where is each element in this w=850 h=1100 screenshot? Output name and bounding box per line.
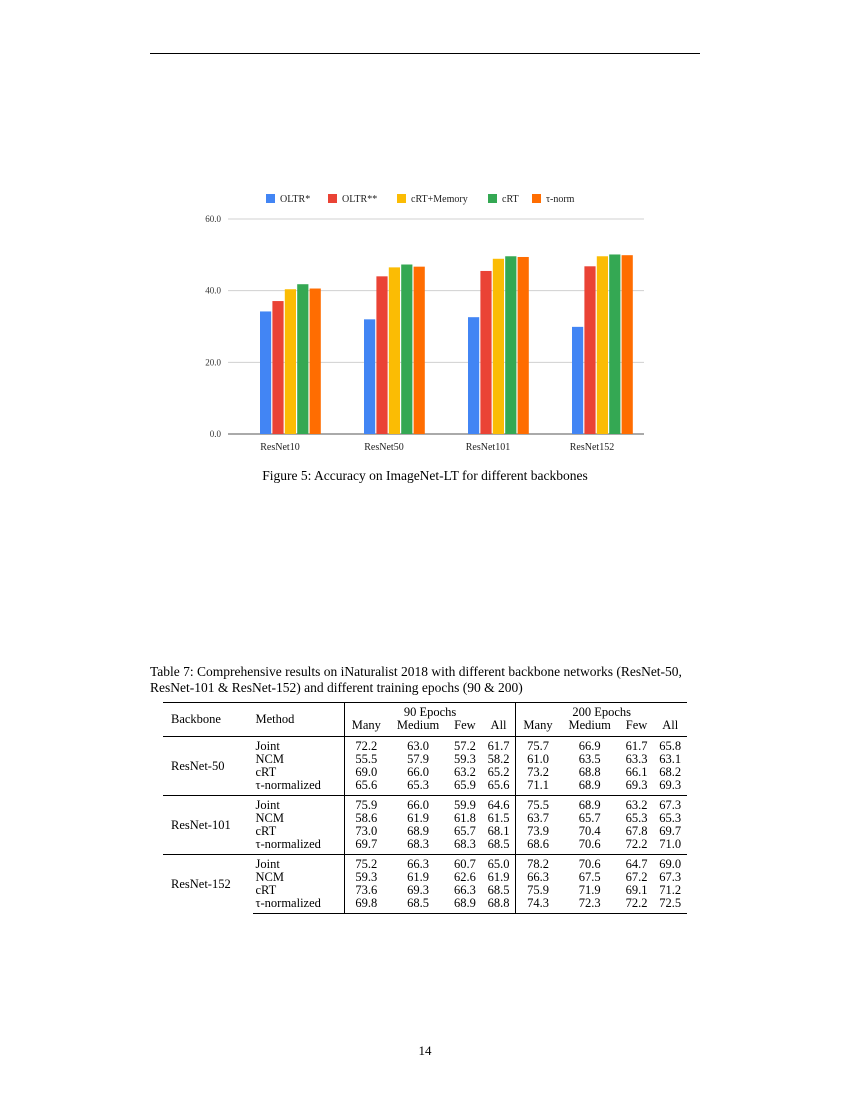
- value-cell: 69.0: [344, 766, 388, 779]
- legend-label: cRT: [502, 194, 519, 205]
- table-row: [163, 855, 687, 872]
- value-cell: 73.2: [516, 766, 560, 779]
- value-cell: 71.1: [516, 779, 560, 796]
- value-cell: 70.6: [578, 837, 601, 851]
- bar-resnet101-4: [518, 257, 529, 434]
- value-cell: 65.7: [578, 811, 601, 825]
- value-cell: 57.2: [448, 737, 482, 754]
- value-cell: 70.4: [578, 824, 601, 838]
- backbone-cell: ResNet-50: [163, 737, 253, 796]
- header-backbone: Backbone: [163, 703, 253, 737]
- x-tick-label: ResNet10: [260, 442, 300, 453]
- value-cell: 66.0: [407, 765, 429, 779]
- header-90-epochs: 90 Epochs: [344, 703, 516, 720]
- value-cell: 64.7: [620, 855, 654, 872]
- bar-resnet101-2: [493, 259, 504, 434]
- subheader-many: Many: [516, 719, 560, 737]
- value-cell: 61.7: [482, 737, 516, 754]
- legend-label: cRT+Memory: [411, 194, 468, 205]
- value-cell: 70.6: [560, 855, 620, 872]
- value-cell: 75.9: [344, 796, 388, 813]
- method-cell: Joint: [253, 796, 344, 813]
- value-cell: 75.7: [516, 737, 560, 754]
- method-cell: NCM: [255, 870, 284, 884]
- value-cell: 63.3: [625, 752, 648, 766]
- subheader-medium: Medium: [396, 718, 440, 732]
- legend-swatch: [488, 194, 497, 203]
- value-cell: 63.0: [388, 737, 448, 754]
- bar-chart: [0, 0, 850, 470]
- x-tick-label: ResNet101: [465, 442, 511, 453]
- value-cell: 68.9: [407, 824, 429, 838]
- value-cell: 72.5: [653, 897, 687, 914]
- page-number: 14: [418, 1043, 432, 1058]
- value-cell: 66.9: [560, 737, 620, 754]
- value-cell: 58.2: [487, 752, 510, 766]
- method-cell: τ-normalized: [255, 778, 321, 792]
- value-cell: 66.3: [388, 855, 448, 872]
- value-cell: 71.0: [659, 837, 682, 851]
- value-cell: 61.9: [407, 870, 429, 884]
- method-cell: cRT: [255, 765, 277, 779]
- table-caption: Table 7: Comprehensive results on iNaturalist 2018 with different backbone networks (ResNet-50, ResNet-101 & ResNet-152) and different training epochs (90 & 200): [150, 664, 682, 695]
- subheader-all: All: [662, 718, 679, 732]
- value-cell: 66.3: [453, 883, 476, 897]
- value-cell: 69.0: [653, 855, 687, 872]
- value-cell: 61.5: [487, 811, 510, 825]
- bar-resnet10-1: [272, 301, 283, 434]
- backbone-cell: ResNet-101: [163, 796, 253, 855]
- value-cell: 67.2: [625, 870, 648, 884]
- value-cell: 65.7: [453, 824, 476, 838]
- value-cell: 63.7: [516, 812, 560, 825]
- subheader-medium: Medium: [568, 718, 611, 732]
- x-tick-label: ResNet50: [364, 442, 404, 453]
- value-cell: 65.3: [407, 778, 429, 792]
- value-cell: 67.8: [625, 824, 648, 838]
- value-cell: 68.1: [487, 824, 510, 838]
- value-cell: 69.1: [625, 883, 648, 897]
- bar-resnet152-1: [584, 266, 595, 434]
- value-cell: 65.2: [487, 765, 510, 779]
- bar-resnet101-3: [505, 256, 516, 434]
- value-cell: 65.3: [625, 811, 648, 825]
- table-row: [163, 796, 687, 813]
- value-cell: 69.3: [407, 883, 429, 897]
- method-cell: NCM: [255, 752, 284, 766]
- value-cell: 64.6: [482, 796, 516, 813]
- bar-resnet50-1: [376, 276, 387, 434]
- x-tick-label: ResNet152: [569, 442, 615, 453]
- value-cell: 65.8: [653, 737, 687, 754]
- y-tick-label: 40.0: [205, 285, 221, 296]
- value-cell: 72.2: [344, 737, 388, 754]
- value-cell: 65.6: [487, 778, 510, 792]
- results-table: [163, 702, 687, 914]
- value-cell: 71.2: [659, 883, 682, 897]
- value-cell: 57.9: [407, 752, 429, 766]
- value-cell: 61.8: [453, 811, 476, 825]
- value-cell: 67.5: [578, 870, 601, 884]
- value-cell: 68.8: [578, 765, 601, 779]
- value-cell: 58.6: [344, 812, 388, 825]
- bar-resnet152-3: [609, 254, 620, 434]
- value-cell: 61.0: [516, 753, 560, 766]
- value-cell: 61.7: [620, 737, 654, 754]
- value-cell: 69.7: [659, 824, 682, 838]
- results-table-wrapper: [163, 702, 687, 914]
- value-cell: 60.7: [448, 855, 482, 872]
- bar-resnet101-1: [480, 271, 491, 434]
- legend-label: OLTR**: [342, 194, 378, 205]
- method-cell: Joint: [253, 855, 344, 872]
- bar-resnet50-2: [389, 267, 400, 434]
- value-cell: 68.9: [560, 796, 620, 813]
- value-cell: 68.5: [388, 897, 448, 914]
- backbone-cell: ResNet-152: [163, 855, 253, 914]
- value-cell: 63.2: [620, 796, 654, 813]
- header-method: Method: [253, 703, 344, 737]
- value-cell: 68.5: [487, 883, 510, 897]
- bar-resnet101-0: [468, 317, 479, 434]
- value-cell: 72.2: [625, 837, 648, 851]
- legend-swatch: [328, 194, 337, 203]
- figure-caption: Figure 5: Accuracy on ImageNet-LT for different backbones: [262, 468, 588, 483]
- legend-label: τ-norm: [546, 194, 575, 205]
- value-cell: 68.6: [516, 838, 560, 855]
- value-cell: 69.3: [625, 778, 648, 792]
- bar-resnet10-4: [310, 289, 321, 434]
- value-cell: 78.2: [516, 855, 560, 872]
- value-cell: 67.3: [659, 870, 682, 884]
- value-cell: 75.9: [516, 884, 560, 897]
- value-cell: 61.9: [487, 870, 510, 884]
- value-cell: 73.6: [344, 884, 388, 897]
- bar-resnet152-4: [622, 255, 633, 434]
- value-cell: 62.6: [453, 870, 476, 884]
- value-cell: 68.5: [487, 837, 510, 851]
- value-cell: 69.3: [659, 778, 682, 792]
- legend-swatch: [397, 194, 406, 203]
- bar-resnet10-0: [260, 311, 271, 434]
- value-cell: 72.3: [560, 897, 620, 914]
- value-cell: 66.3: [516, 871, 560, 884]
- value-cell: 72.2: [620, 897, 654, 914]
- value-cell: 68.2: [659, 765, 682, 779]
- value-cell: 69.7: [344, 838, 388, 855]
- value-cell: 73.9: [516, 825, 560, 838]
- legend-swatch: [266, 194, 275, 203]
- subheader-all: All: [490, 718, 507, 732]
- value-cell: 63.2: [453, 765, 476, 779]
- value-cell: 59.3: [344, 871, 388, 884]
- table-header-row: [163, 703, 687, 720]
- value-cell: 66.1: [625, 765, 648, 779]
- subheader-few: Few: [454, 718, 476, 732]
- value-cell: 68.9: [448, 897, 482, 914]
- value-cell: 74.3: [516, 897, 560, 914]
- value-cell: 69.8: [344, 897, 388, 914]
- value-cell: 68.3: [407, 837, 429, 851]
- table-row: [163, 737, 687, 754]
- value-cell: 65.6: [344, 779, 388, 796]
- legend-swatch: [532, 194, 541, 203]
- legend-label: OLTR*: [280, 194, 311, 205]
- value-cell: 66.0: [388, 796, 448, 813]
- value-cell: 65.9: [453, 778, 476, 792]
- value-cell: 59.9: [448, 796, 482, 813]
- bar-resnet152-0: [572, 327, 583, 434]
- bar-resnet10-3: [297, 284, 308, 434]
- method-cell: τ-normalized: [253, 897, 344, 914]
- bar-resnet50-0: [364, 319, 375, 434]
- value-cell: 65.0: [482, 855, 516, 872]
- value-cell: 68.8: [482, 897, 516, 914]
- value-cell: 75.5: [516, 796, 560, 813]
- y-tick-label: 0.0: [209, 429, 221, 439]
- value-cell: 75.2: [344, 855, 388, 872]
- method-cell: cRT: [255, 883, 277, 897]
- value-cell: 55.5: [344, 753, 388, 766]
- value-cell: 61.9: [407, 811, 429, 825]
- subheader-few: Few: [625, 718, 648, 732]
- value-cell: 63.5: [578, 752, 601, 766]
- bar-resnet10-2: [285, 289, 296, 434]
- bar-resnet50-3: [401, 265, 412, 434]
- value-cell: 68.9: [578, 778, 601, 792]
- value-cell: 71.9: [578, 883, 601, 897]
- bar-resnet152-2: [597, 256, 608, 434]
- value-cell: 65.3: [659, 811, 682, 825]
- y-tick-label: 20.0: [205, 357, 221, 368]
- value-cell: 67.3: [653, 796, 687, 813]
- header-200-epochs: 200 Epochs: [516, 703, 687, 720]
- bar-resnet50-4: [414, 267, 425, 434]
- method-cell: cRT: [255, 824, 277, 838]
- subheader-many: Many: [344, 719, 388, 737]
- method-cell: NCM: [255, 811, 284, 825]
- value-cell: 59.3: [453, 752, 476, 766]
- method-cell: Joint: [253, 737, 344, 754]
- y-tick-label: 60.0: [205, 214, 221, 224]
- value-cell: 68.3: [453, 837, 476, 851]
- value-cell: 73.0: [344, 825, 388, 838]
- value-cell: 63.1: [659, 752, 682, 766]
- method-cell: τ-normalized: [255, 837, 321, 851]
